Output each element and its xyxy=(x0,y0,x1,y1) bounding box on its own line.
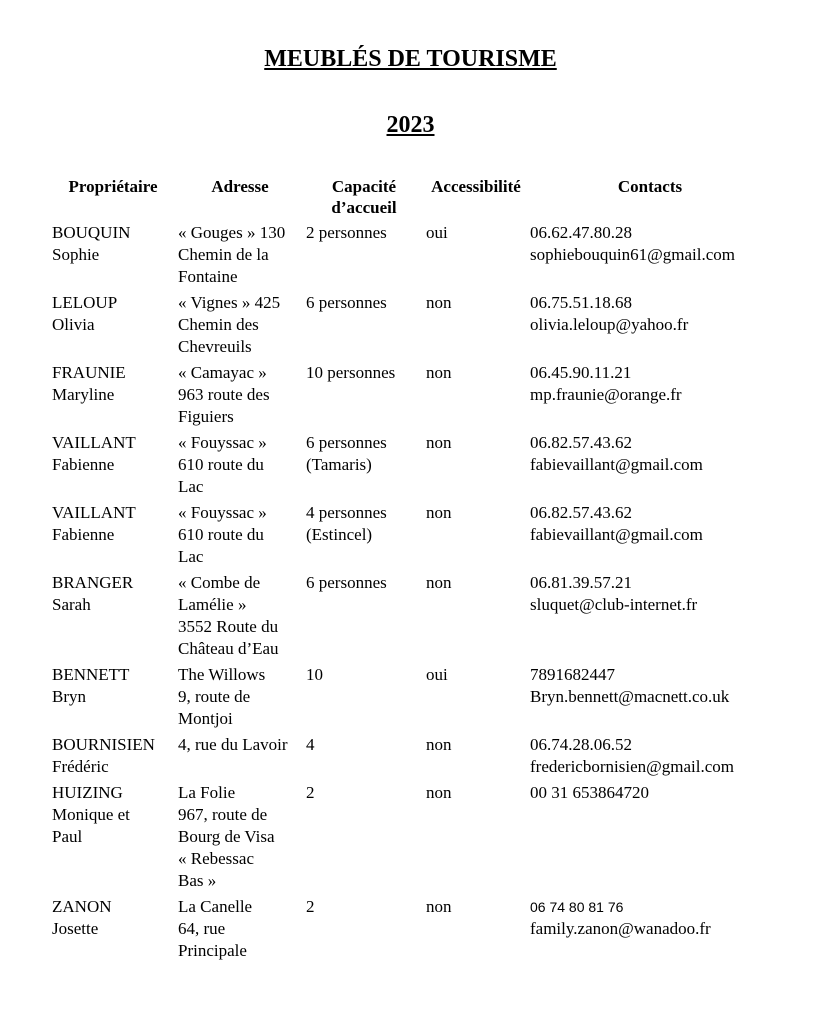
owner-cell-line: Olivia xyxy=(52,315,95,334)
table-row xyxy=(50,782,772,896)
table-header xyxy=(50,174,772,222)
capacity-cell-line: 10 personnes xyxy=(306,363,396,382)
owner-cell xyxy=(50,292,176,362)
address-cell-line: Principale xyxy=(178,941,247,960)
address-cell-line: Château d’Eau xyxy=(178,639,279,658)
accessibility-cell-line: non xyxy=(426,783,452,802)
contacts-cell-line: 00 31 653864720 xyxy=(530,783,649,802)
owner-cell-line: BENNETT xyxy=(52,665,130,684)
address-cell-line: Fontaine xyxy=(178,267,238,286)
contacts-cell-line: olivia.leloup@yahoo.fr xyxy=(530,315,689,334)
address-cell xyxy=(176,896,304,966)
document-year: 2023 xyxy=(386,112,435,138)
header-capacity xyxy=(304,174,424,222)
address-cell-line: 967, route de xyxy=(178,805,268,824)
address-cell-line: La Folie xyxy=(178,783,236,802)
owner-cell xyxy=(50,502,176,572)
capacity-cell-line: 6 personnes xyxy=(306,293,387,312)
address-cell xyxy=(176,432,304,502)
capacity-cell xyxy=(304,502,424,572)
header-contacts: Contacts xyxy=(617,177,683,196)
address-cell-line: 610 route du xyxy=(178,525,264,544)
accessibility-cell xyxy=(424,432,528,502)
address-cell xyxy=(176,572,304,664)
contacts-cell-line: mp.fraunie@orange.fr xyxy=(530,385,682,404)
owner-cell-line: Monique et xyxy=(52,805,130,824)
accessibility-cell xyxy=(424,734,528,782)
address-cell-line: « Vignes » 425 xyxy=(178,293,281,312)
address-cell-line: 963 route des xyxy=(178,385,270,404)
contacts-cell-line: 06.82.57.43.62 xyxy=(530,503,632,522)
capacity-cell-line: 6 personnes xyxy=(306,573,387,592)
capacity-cell xyxy=(304,734,424,782)
address-cell-line: Chemin des xyxy=(178,315,259,334)
contacts-cell-line: fabievaillant@gmail.com xyxy=(530,455,703,474)
owner-cell-line: BRANGER xyxy=(52,573,134,592)
contacts-cell xyxy=(528,362,772,432)
table-row xyxy=(50,734,772,782)
table-row xyxy=(50,664,772,734)
capacity-cell-line: 4 xyxy=(306,735,315,754)
contacts-cell-line: Bryn.bennett@macnett.co.uk xyxy=(530,687,730,706)
address-cell-line: « Gouges » 130 xyxy=(178,223,286,242)
address-cell xyxy=(176,222,304,292)
contacts-cell-line: 06.82.57.43.62 xyxy=(530,433,632,452)
contacts-cell-line: fabievaillant@gmail.com xyxy=(530,525,703,544)
address-cell-line: Lamélie » xyxy=(178,595,247,614)
accessibility-cell-line: oui xyxy=(426,223,448,242)
capacity-cell-line: 2 xyxy=(306,783,315,802)
contacts-cell-line: 06 74 80 81 76 xyxy=(530,899,624,915)
owner-cell-line: Bryn xyxy=(52,687,86,706)
accessibility-cell-line: non xyxy=(426,293,452,312)
address-cell xyxy=(176,292,304,362)
address-cell-line: 610 route du xyxy=(178,455,264,474)
accessibility-cell-line: non xyxy=(426,573,452,592)
header-owner: Propriétaire xyxy=(68,177,158,196)
table-row xyxy=(50,572,772,664)
owner-cell-line: Sarah xyxy=(52,595,91,614)
owner-cell xyxy=(50,896,176,966)
owner-cell-line: HUIZING xyxy=(52,783,123,802)
owner-cell-line: Frédéric xyxy=(52,757,109,776)
contacts-cell xyxy=(528,292,772,362)
owner-cell-line: Fabienne xyxy=(52,455,115,474)
address-cell-line: Bas » xyxy=(178,871,217,890)
address-cell xyxy=(176,782,304,896)
address-cell-line: 4, rue du Lavoir xyxy=(178,735,288,754)
contacts-cell xyxy=(528,734,772,782)
table-row xyxy=(50,222,772,292)
accessibility-cell-line: oui xyxy=(426,665,448,684)
owner-cell-line: VAILLANT xyxy=(52,503,136,522)
accessibility-cell xyxy=(424,664,528,734)
contacts-cell-line: sluquet@club-internet.fr xyxy=(530,595,698,614)
owner-cell xyxy=(50,782,176,896)
capacity-cell-line: 2 personnes xyxy=(306,223,387,242)
owner-cell xyxy=(50,362,176,432)
contacts-cell-line: 06.81.39.57.21 xyxy=(530,573,632,592)
accessibility-cell-line: non xyxy=(426,897,452,916)
address-cell-line: Montjoi xyxy=(178,709,233,728)
tourism-table xyxy=(50,174,772,966)
contacts-cell-line: family.zanon@wanadoo.fr xyxy=(530,919,711,938)
address-cell xyxy=(176,664,304,734)
contacts-cell-line: 06.74.28.06.52 xyxy=(530,735,632,754)
address-cell-line: Bourg de Visa xyxy=(178,827,275,846)
contacts-cell xyxy=(528,896,772,966)
address-cell-line: « Fouyssac » xyxy=(178,503,267,522)
capacity-cell xyxy=(304,222,424,292)
table-row xyxy=(50,292,772,362)
owner-cell xyxy=(50,664,176,734)
owner-cell-line: LELOUP xyxy=(52,293,118,312)
table-row xyxy=(50,502,772,572)
contacts-cell xyxy=(528,572,772,664)
contacts-cell xyxy=(528,782,772,896)
capacity-cell-line: 4 personnes xyxy=(306,503,387,522)
contacts-cell-line: 06.75.51.18.68 xyxy=(530,293,632,312)
address-cell-line: Chevreuils xyxy=(178,337,252,356)
owner-cell-line: BOURNISIEN xyxy=(52,735,155,754)
owner-cell-line: Paul xyxy=(52,827,83,846)
contacts-cell xyxy=(528,222,772,292)
owner-cell-line: Maryline xyxy=(52,385,115,404)
contacts-cell xyxy=(528,432,772,502)
owner-cell xyxy=(50,222,176,292)
header-accessibility: Accessibilité xyxy=(431,177,521,196)
capacity-cell-line: 10 xyxy=(306,665,323,684)
address-cell-line: Chemin de la xyxy=(178,245,269,264)
owner-cell-line: BOUQUIN xyxy=(52,223,131,242)
owner-cell-line: Fabienne xyxy=(52,525,115,544)
accessibility-cell xyxy=(424,292,528,362)
owner-cell-line: Josette xyxy=(52,919,99,938)
capacity-cell-line: (Estincel) xyxy=(306,525,373,544)
table-row xyxy=(50,896,772,966)
address-cell-line: Lac xyxy=(178,477,204,496)
accessibility-cell xyxy=(424,782,528,896)
address-cell-line: « Rebessac xyxy=(178,849,255,868)
address-cell-line: « Camayac » xyxy=(178,363,267,382)
owner-cell-line: Sophie xyxy=(52,245,100,264)
contacts-cell xyxy=(528,664,772,734)
owner-cell-line: VAILLANT xyxy=(52,433,136,452)
address-cell-line: La Canelle xyxy=(178,897,253,916)
accessibility-cell-line: non xyxy=(426,503,452,522)
address-cell-line: Figuiers xyxy=(178,407,234,426)
contacts-cell-line: sophiebouquin61@gmail.com xyxy=(530,245,735,264)
accessibility-cell xyxy=(424,502,528,572)
capacity-cell xyxy=(304,664,424,734)
table-row xyxy=(50,362,772,432)
owner-cell xyxy=(50,572,176,664)
address-cell xyxy=(176,502,304,572)
address-cell-line: 9, route de xyxy=(178,687,251,706)
capacity-cell xyxy=(304,362,424,432)
capacity-cell-line: 6 personnes xyxy=(306,433,387,452)
capacity-cell xyxy=(304,292,424,362)
capacity-cell xyxy=(304,432,424,502)
address-cell-line: 64, rue xyxy=(178,919,226,938)
document-title: MEUBLÉS DE TOURISME xyxy=(264,46,557,72)
accessibility-cell-line: non xyxy=(426,363,452,382)
owner-cell-line: FRAUNIE xyxy=(52,363,126,382)
address-cell-line: « Fouyssac » xyxy=(178,433,267,452)
capacity-cell-line: 2 xyxy=(306,897,315,916)
header-row xyxy=(50,174,772,222)
accessibility-cell xyxy=(424,896,528,966)
header-capacity-line2: d’accueil xyxy=(331,198,397,217)
address-cell-line: The Willows xyxy=(178,665,266,684)
owner-cell-line: ZANON xyxy=(52,897,112,916)
address-cell-line: Lac xyxy=(178,547,204,566)
owner-cell xyxy=(50,432,176,502)
address-cell xyxy=(176,734,304,782)
accessibility-cell-line: non xyxy=(426,735,452,754)
table-body xyxy=(50,222,772,966)
owner-cell xyxy=(50,734,176,782)
header-capacity-line1: Capacité xyxy=(331,177,397,196)
contacts-cell-line: 06.45.90.11.21 xyxy=(530,363,632,382)
contacts-cell-line: fredericbornisien@gmail.com xyxy=(530,757,734,776)
capacity-cell-line: (Tamaris) xyxy=(306,455,372,474)
address-cell-line: 3552 Route du xyxy=(178,617,279,636)
capacity-cell xyxy=(304,782,424,896)
accessibility-cell-line: non xyxy=(426,433,452,452)
address-cell xyxy=(176,362,304,432)
header-address: Adresse xyxy=(211,177,269,196)
contacts-cell xyxy=(528,502,772,572)
contacts-cell-line: 06.62.47.80.28 xyxy=(530,223,632,242)
table-row xyxy=(50,432,772,502)
capacity-cell xyxy=(304,572,424,664)
capacity-cell xyxy=(304,896,424,966)
accessibility-cell xyxy=(424,222,528,292)
contacts-cell-line: 7891682447 xyxy=(530,665,615,684)
accessibility-cell xyxy=(424,572,528,664)
accessibility-cell xyxy=(424,362,528,432)
address-cell-line: « Combe de xyxy=(178,573,261,592)
